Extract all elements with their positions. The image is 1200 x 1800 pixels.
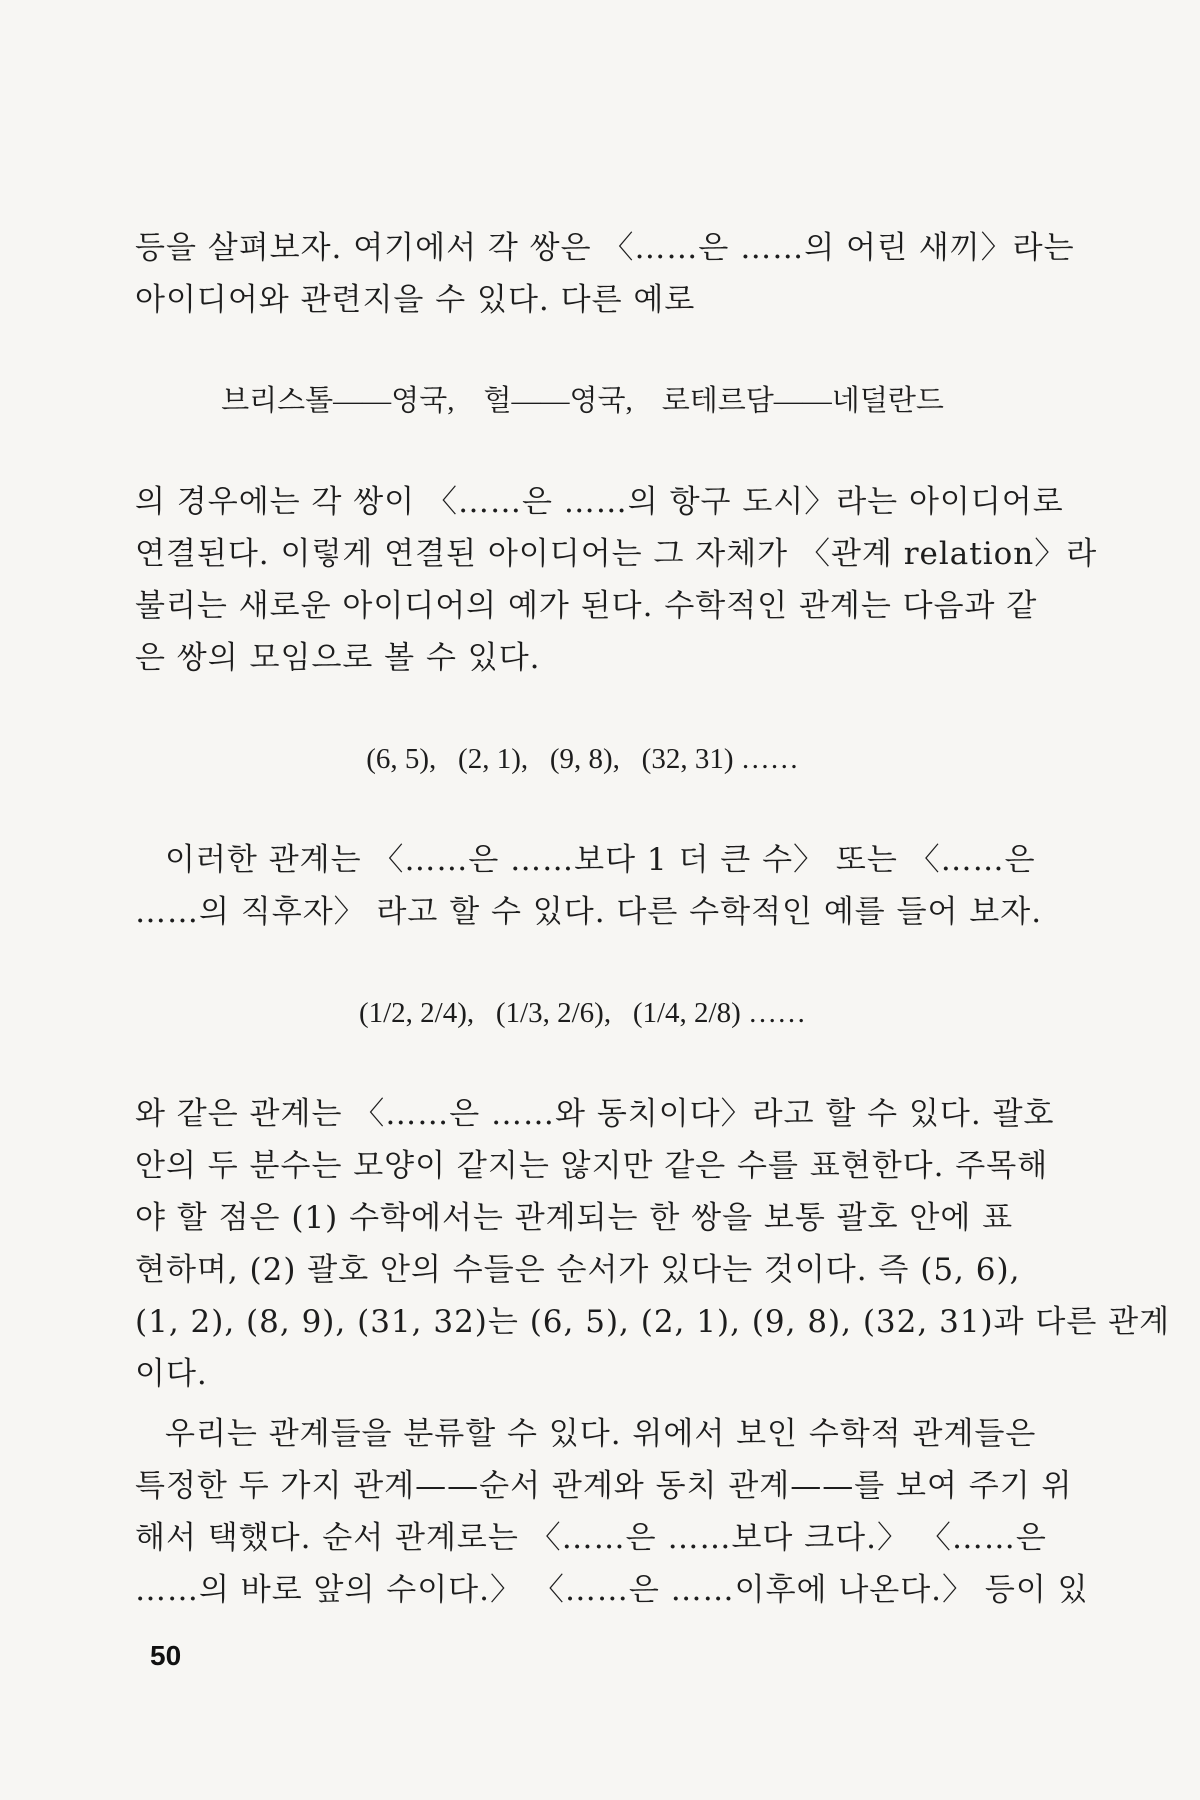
example-fraction-pairs: (1/2, 2/4), (1/3, 2/6), (1/4, 2/8) …… (358, 997, 807, 1029)
example-port-cities: 브리스톨——영국, 헐——영국, 로테르담——네덜란드 (221, 385, 944, 417)
text-line: 해서 택했다. 순서 관계로는 〈……은 ……보다 크다.〉 〈……은 (135, 1520, 1047, 1556)
paragraph-2 (135, 476, 1098, 684)
text-line: ……의 바로 앞의 수이다.〉 〈……은 ……이후에 나온다.〉 등이 있 (135, 1572, 1089, 1608)
text-line: 이다. (135, 1356, 208, 1392)
text-line: 안의 두 분수는 모양이 같지는 않지만 같은 수를 표현한다. 주목해 (135, 1148, 1049, 1184)
text-line: 등을 살펴보자. 여기에서 각 쌍은 〈……은 ……의 어린 새끼〉라는 (135, 230, 1075, 266)
text-line: 현하며, (2) 괄호 안의 수들은 순서가 있다는 것이다. 즉 (5, 6), (135, 1252, 1021, 1288)
text-line: 야 할 점은 (1) 수학에서는 관계되는 한 쌍을 보통 괄호 안에 표 (135, 1200, 1014, 1236)
text-line: (1, 2), (8, 9), (31, 32)는 (6, 5), (2, 1), (9, 8), (32, 31)과 다른 관계 (135, 1304, 1171, 1340)
paragraph-4 (135, 1088, 1171, 1400)
text-line: ……의 직후자〉 라고 할 수 있다. 다른 수학적인 예를 들어 보자. (135, 894, 1043, 930)
text-line: 우리는 관계들을 분류할 수 있다. 위에서 보인 수학적 관계들은 (165, 1416, 1037, 1452)
text-line: 연결된다. 이렇게 연결된 아이디어는 그 자체가 〈관계 relation〉라 (135, 536, 1098, 572)
text-line: 은 쌍의 모임으로 볼 수 있다. (135, 640, 541, 676)
text-line: 특정한 두 가지 관계——순서 관계와 동치 관계——를 보여 주기 위 (135, 1468, 1073, 1504)
paragraph-5 (135, 1408, 1089, 1616)
page-content (135, 222, 1171, 1616)
paragraph-3 (135, 834, 1043, 938)
paragraph-1 (135, 222, 1075, 326)
page-number: 50 (150, 1640, 182, 1671)
text-line: 아이디어와 관련지을 수 있다. 다른 예로 (135, 282, 696, 318)
text-line: 이러한 관계는 〈……은 ……보다 1 더 큰 수〉 또는 〈……은 (165, 842, 1036, 878)
text-line: 와 같은 관계는 〈……은 ……와 동치이다〉라고 할 수 있다. 괄호 (135, 1096, 1055, 1132)
example-number-pairs: (6, 5), (2, 1), (9, 8), (32, 31) …… (366, 743, 799, 775)
text-line: 의 경우에는 각 쌍이 〈……은 ……의 항구 도시〉라는 아이디어로 (135, 484, 1064, 520)
text-line: 불리는 새로운 아이디어의 예가 된다. 수학적인 관계는 다음과 같 (135, 588, 1038, 624)
